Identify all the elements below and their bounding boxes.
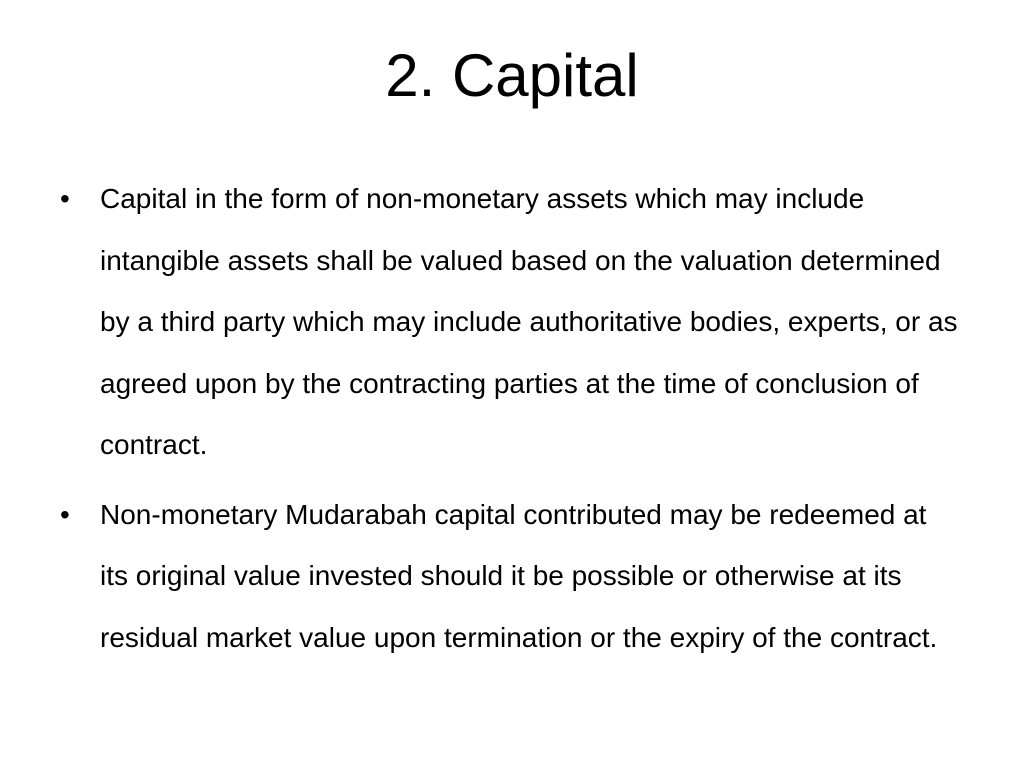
slide-title: 2. Capital bbox=[385, 42, 639, 109]
bullet-text: Capital in the form of non-monetary assets which may include intangible assets shall be valued based on the valuation determined by a third party which may include authoritative bodies, experts, or as agreed upon by the contracting parties at the time of conclusion of contract. bbox=[100, 183, 958, 460]
bullet-text: Non-monetary Mudarabah capital contributed may be redeemed at its original value invested should it be possible or otherwise at its residual market value upon termination or the expiry of the contract. bbox=[100, 498, 938, 653]
bullet-item-capital-valuation bbox=[60, 168, 960, 476]
bullet-icon: • bbox=[60, 498, 70, 530]
bullet-list bbox=[60, 168, 960, 676]
bullet-item-capital-redemption bbox=[60, 484, 960, 669]
bullet-icon: • bbox=[60, 183, 70, 214]
